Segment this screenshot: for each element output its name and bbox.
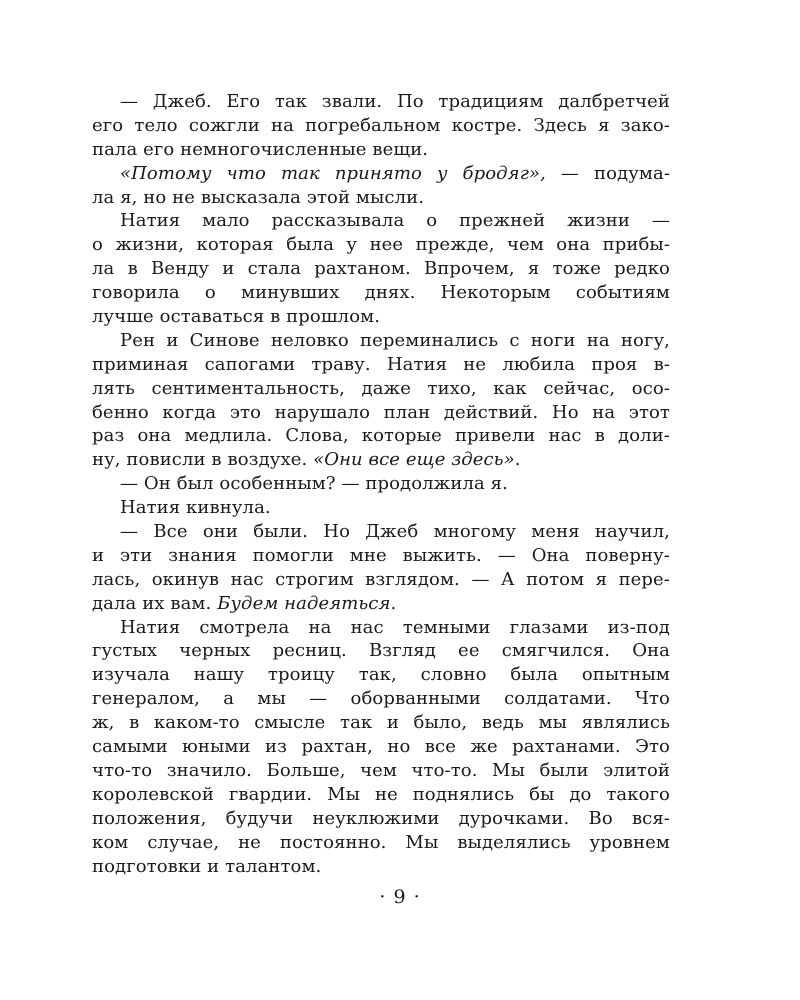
text-span: лучше оставаться в прошлом. bbox=[92, 306, 381, 328]
text-span: что-то значило. Больше, чем что-то. Мы были элитой bbox=[92, 759, 670, 781]
text-span: ла я, но не высказала этой мысли. bbox=[92, 186, 425, 208]
text-line bbox=[92, 209, 670, 233]
text-line bbox=[92, 448, 670, 472]
text-line bbox=[92, 568, 670, 592]
body-text bbox=[92, 90, 670, 878]
text-span: . bbox=[514, 449, 521, 471]
text-line bbox=[92, 472, 670, 496]
text-span: — Он был особенным? — продолжила я. bbox=[120, 473, 508, 495]
text-line bbox=[92, 162, 670, 186]
text-span: — подума- bbox=[545, 162, 670, 184]
text-span: Натия смотрела на нас темными глазами из-под bbox=[120, 616, 670, 638]
text-span: изучала нашу троицу так, словно была опытным bbox=[92, 664, 670, 686]
text-span: — Все они были. Но Джеб многому меня научил, bbox=[120, 521, 670, 543]
text-line bbox=[92, 281, 670, 305]
text-line bbox=[92, 401, 670, 425]
text-line bbox=[92, 687, 670, 711]
text-span: — Джеб. Его так звали. По традициям далбретчей bbox=[120, 91, 670, 112]
text-span: положения, будучи неуклюжими дурочками. Во вся- bbox=[92, 807, 670, 829]
text-span: генералом, а мы — оборванными солдатами. Что bbox=[92, 688, 670, 710]
text-span: говорила о минувших днях. Некоторым событиям bbox=[92, 282, 670, 304]
text-span: бенно когда это нарушало план действий. Но на этот bbox=[92, 401, 670, 423]
text-span: дала их вам. bbox=[92, 592, 218, 614]
text-line bbox=[92, 257, 670, 281]
text-line bbox=[92, 138, 670, 162]
text-line bbox=[92, 807, 670, 831]
text-line bbox=[92, 305, 670, 329]
italic-text: «Они все еще здесь» bbox=[313, 449, 515, 471]
text-line bbox=[92, 639, 670, 663]
text-line bbox=[92, 233, 670, 257]
text-line bbox=[92, 377, 670, 401]
italic-text: «Потому что так принято у бродяг», bbox=[120, 162, 546, 184]
text-line bbox=[92, 496, 670, 520]
text-span: самыми юными из рахтан, но все же рахтанами. Это bbox=[92, 736, 670, 758]
text-line bbox=[92, 831, 670, 855]
text-line bbox=[92, 592, 670, 616]
text-span: густых черных ресниц. Взгляд ее смягчился. Она bbox=[92, 640, 670, 662]
text-line bbox=[92, 711, 670, 735]
text-line bbox=[92, 855, 670, 879]
text-span: лять сентиментальность, даже тихо, как сейчас, осо- bbox=[92, 377, 670, 399]
text-line bbox=[92, 186, 670, 210]
text-span: Натия мало рассказывала о прежней жизни — bbox=[120, 210, 670, 232]
text-line bbox=[92, 759, 670, 783]
text-span: . bbox=[390, 592, 397, 614]
text-span: ну, повисли в воздухе. bbox=[92, 449, 314, 471]
text-line bbox=[92, 735, 670, 759]
text-line bbox=[92, 663, 670, 687]
text-span: о жизни, которая была у нее прежде, чем она прибы- bbox=[92, 234, 670, 256]
text-line bbox=[92, 783, 670, 807]
text-line bbox=[92, 114, 670, 138]
text-span: его тело сожгли на погребальном костре. Здесь я зако- bbox=[92, 114, 670, 136]
text-span: Рен и Синове неловко переминались с ноги на ногу, bbox=[120, 329, 670, 351]
text-span: ж, в каком-то смысле так и было, ведь мы являлись bbox=[92, 712, 670, 734]
text-line bbox=[92, 329, 670, 353]
text-span: лась, окинув нас строгим взглядом. — А потом я пере- bbox=[92, 568, 670, 590]
page-number: · 9 · bbox=[379, 886, 421, 908]
text-span: подготовки и талантом. bbox=[92, 855, 322, 877]
text-span: ла в Венду и стала рахтаном. Впрочем, я тоже редко bbox=[92, 258, 670, 280]
text-line bbox=[92, 353, 670, 377]
text-span: королевской гвардии. Мы не поднялись бы до такого bbox=[92, 783, 670, 805]
text-line bbox=[92, 90, 670, 114]
text-span: раз она медлила. Слова, которые привели нас в доли- bbox=[92, 425, 670, 447]
text-line bbox=[92, 544, 670, 568]
text-line bbox=[92, 424, 670, 448]
text-line bbox=[92, 520, 670, 544]
text-span: пала его немногочисленные вещи. bbox=[92, 138, 429, 160]
text-span: приминая сапогами траву. Натия не любила проя в- bbox=[92, 353, 670, 375]
text-line bbox=[92, 616, 670, 640]
text-span: ком случае, не постоянно. Мы выделялись уровнем bbox=[92, 831, 670, 853]
text-span: Натия кивнула. bbox=[120, 497, 271, 519]
italic-text: Будем надеяться bbox=[217, 592, 391, 614]
text-span: и эти знания помогли мне выжить. — Она поверну- bbox=[92, 544, 670, 566]
